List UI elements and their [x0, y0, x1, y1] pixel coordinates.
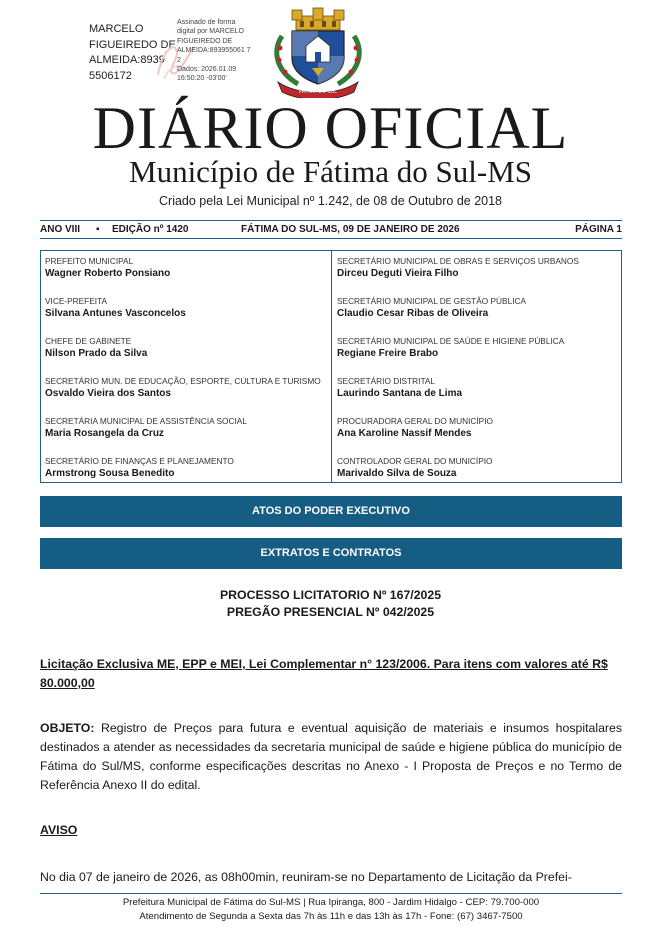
edition-year: ANO VIII — [40, 224, 81, 235]
signature-details — [177, 18, 267, 84]
signer-name-line: ALMEIDA:8939 — [89, 54, 165, 66]
official-name: Nilson Prado da Silva — [45, 348, 148, 359]
official-entry — [45, 456, 330, 480]
officials-table — [40, 250, 622, 483]
official-role: SECRETÁRIO DISTRITAL — [337, 376, 436, 386]
signature-detail-line: digital por MARCELO — [177, 28, 244, 36]
signer-name-line: FIGUEIREDO DE — [89, 38, 176, 51]
official-entry — [337, 296, 622, 320]
signer-name-line: 5506172 — [89, 69, 132, 82]
municipal-coat-of-arms-icon — [268, 6, 368, 98]
publication-title: DIÁRIO OFICIAL — [92, 95, 569, 161]
official-entry — [45, 336, 330, 360]
column-divider — [331, 251, 332, 482]
objeto-label: OBJETO: — [40, 721, 95, 735]
official-role: SECRETÁRIO MUNICIPAL DE OBRAS E SERVIÇOS URBANOS — [337, 256, 579, 266]
objeto-text: Registro de Preços para futura e eventual aquisição de materiais e insumos hospitalares destinados a atender as necessidades da secretaria municipal de saúde e higiene pública do município de Fátima do Sul/MS, conforme especificações descritas no Anexo - I Proposta de Preços e no Termo de Referência Anexo II do edital. — [40, 721, 622, 792]
official-name: Ana Karoline Nassif Mendes — [337, 428, 472, 439]
official-name: Maria Rosangela da Cruz — [45, 428, 164, 439]
official-name: Armstrong Sousa Benedito — [45, 468, 175, 479]
edition-number: EDIÇÃO nº 1420 — [112, 224, 189, 235]
exclusive-bidding-note: Licitação Exclusiva ME, EPP e MEI, Lei Complementar n° 123/2006. Para itens com valores até R$ 80.000,00 — [40, 657, 608, 690]
official-role: SECRETÁRIO DE FINANÇAS E PLANEJAMENTO — [45, 456, 234, 466]
signature-detail-line: Assinado de forma — [177, 19, 236, 26]
edition-date: FÁTIMA DO SUL-MS, 09 DE JANEIRO DE 2026 — [241, 224, 460, 235]
footer-hours: Atendimento de Segunda a Sexta das 7h às 11h e das 13h às 17h - Fone: (67) 3467-7500 — [139, 911, 523, 922]
masthead — [0, 95, 661, 209]
official-role: PROCURADORA GERAL DO MUNICÍPIO — [337, 416, 493, 426]
page-footer — [40, 893, 622, 924]
official-entry — [337, 256, 622, 280]
official-name: Claudio Cesar Ribas de Oliveira — [337, 308, 489, 319]
official-name: Wagner Roberto Ponsiano — [45, 268, 171, 279]
svg-text:FÁTIMA DO SUL: FÁTIMA DO SUL — [298, 89, 338, 95]
section-header-contracts: EXTRATOS E CONTRATOS — [40, 538, 622, 569]
official-entry — [337, 416, 622, 440]
official-entry — [45, 296, 330, 320]
official-entry — [45, 256, 330, 280]
publication-subtitle: Município de Fátima do Sul-MS — [129, 154, 532, 189]
official-role: PREFEITO MUNICIPAL — [45, 256, 134, 266]
official-entry — [45, 376, 330, 400]
edition-bar — [40, 220, 622, 239]
official-entry — [337, 376, 622, 400]
official-role: SECRETÁRIO MUN. DE EDUCAÇÃO, ESPORTE, CULTURA E TURISMO — [45, 376, 321, 386]
process-heading — [0, 587, 661, 621]
footer-address: Prefeitura Municipal de Fátima do Sul-MS | Rua Ipiranga, 800 - Jardim Hidalgo - CEP: 79.700-000 — [122, 897, 540, 908]
signature-detail-line: ALMEIDA:893955061 7 — [177, 47, 251, 55]
signature-detail-line: 2 — [177, 56, 181, 64]
official-name: Dirceu Deguti Vieira Filho — [337, 268, 459, 279]
bullet-icon: ▪ — [96, 224, 100, 235]
official-role: SECRETÁRIO MUNICIPAL DE GESTÃO PÚBLICA — [337, 296, 527, 306]
official-role: CHEFE DE GABINETE — [45, 336, 132, 346]
signer-name-line: MARCELO — [89, 23, 144, 35]
signature-detail-line: FIGUEIREDO DE — [177, 37, 233, 45]
official-name: Laurindo Santana de Lima — [337, 388, 463, 399]
page-number: PÁGINA 1 — [575, 224, 622, 235]
creation-law-line: Criado pela Lei Municipal nº 1.242, de 08 de Outubro de 2018 — [159, 194, 502, 208]
signature-detail-line: 16:50:20 -03'00' — [177, 75, 227, 83]
aviso-heading: AVISO — [40, 823, 78, 837]
official-role: VICE-PREFEITA — [45, 296, 108, 306]
official-role: SECRETÁRIA MUNICIPAL DE ASSISTÊNCIA SOCIAL — [45, 416, 247, 426]
pregao-number: PREGÃO PRESENCIAL Nº 042/2025 — [226, 605, 435, 619]
section-header-executive-acts: ATOS DO PODER EXECUTIVO — [40, 496, 622, 527]
aviso-paragraph: No dia 07 de janeiro de 2026, as 08h00min, reuniram-se no Departamento de Licitação da Prefei- — [40, 870, 572, 884]
official-entry — [337, 456, 622, 480]
signature-detail-line: Dados: 2026.01.09 — [177, 66, 237, 74]
official-name: Regiane Freire Brabo — [337, 348, 439, 359]
official-name: Osvaldo Vieira dos Santos — [45, 388, 171, 399]
official-entry — [337, 336, 622, 360]
official-role: SECRETÁRIO MUNICIPAL DE SAÚDE E HIGIENE PÚBLICA — [337, 336, 565, 346]
official-role: CONTROLADOR GERAL DO MUNICÍPIO — [337, 456, 493, 466]
official-entry — [45, 416, 330, 440]
process-number: PROCESSO LICITATORIO Nº 167/2025 — [219, 588, 442, 602]
official-name: Marivaldo Silva de Souza — [337, 468, 457, 479]
objeto-paragraph — [40, 719, 622, 795]
official-name: Silvana Antunes Vasconcelos — [45, 308, 186, 319]
